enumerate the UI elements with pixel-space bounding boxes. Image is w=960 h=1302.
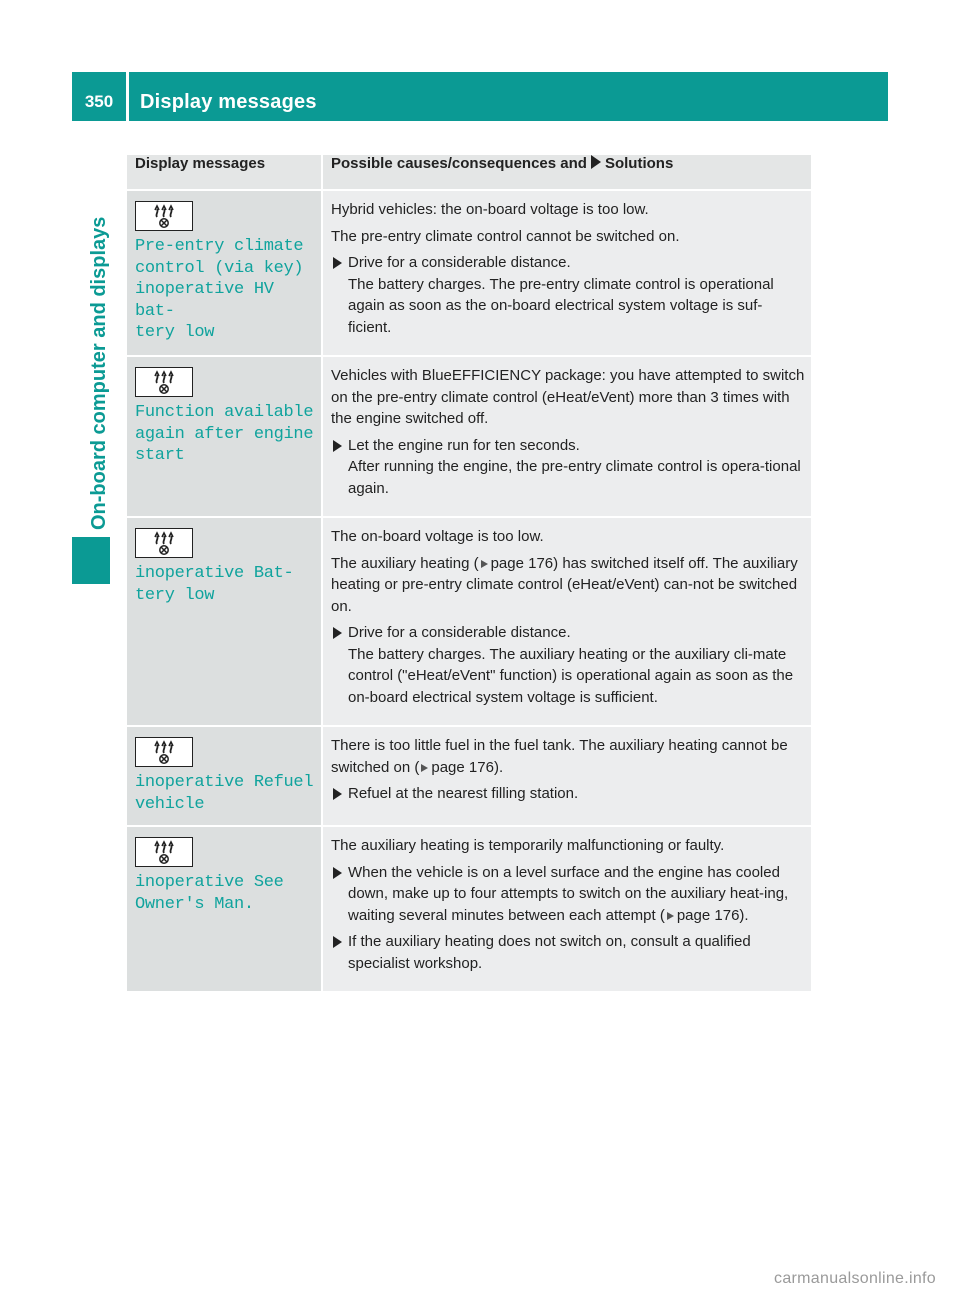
cause-text-part: ) has switched itself off. The auxiliary heating or pre-entry climate control (eHeat/eVent) can‐not be switched on.	[331, 554, 798, 615]
display-message-text: Function available again after engine start	[135, 403, 314, 465]
cause-text: Hybrid vehicles: the on-board voltage is too low.	[331, 201, 649, 218]
auxiliary-heating-icon	[135, 367, 193, 397]
step-title: If the auxiliary heating does not switch on, consult a qualified specialist workshop.	[348, 933, 751, 972]
message-cell	[127, 517, 322, 726]
solution-cell	[322, 517, 811, 726]
auxiliary-heating-icon	[135, 201, 193, 231]
page-title: Display messages	[140, 91, 317, 113]
step-title	[348, 862, 805, 927]
step-detail: The battery charges. The auxiliary heating or the auxiliary cli‐mate control ("eHeat/eVent" function) is operational again as soon as the on-board electrical system voltage is sufficient.	[348, 645, 794, 706]
display-message-text: inoperative Bat‐ tery low	[135, 564, 294, 605]
cause-text	[331, 553, 805, 618]
solution-step	[331, 622, 805, 708]
table-header-row	[127, 155, 811, 190]
col-header-solutions: Solutions	[604, 155, 674, 172]
arrow-right-icon	[591, 155, 601, 169]
header-divider	[126, 72, 129, 121]
message-cell	[127, 190, 322, 356]
page-reference-link[interactable]: page 176	[431, 758, 494, 776]
cause-text-part: ).	[493, 758, 504, 776]
solution-cell	[322, 826, 811, 992]
table-row	[127, 190, 811, 356]
page-reference-link[interactable]: page 176	[676, 906, 740, 924]
step-detail: After running the engine, the pre-entry climate control is opera‐tional again.	[348, 458, 801, 497]
solution-step	[331, 862, 805, 927]
cause-text-part: The auxiliary heating (	[331, 554, 479, 572]
cause-text: The pre-entry climate control cannot be switched on.	[331, 227, 680, 245]
display-messages-table	[127, 155, 811, 993]
message-cell	[127, 726, 322, 826]
solution-step	[331, 783, 805, 805]
display-message-text: inoperative See Owner's Man.	[135, 873, 284, 914]
cause-text: The on-board voltage is too low.	[331, 528, 544, 545]
page-ref-arrow-icon	[667, 912, 674, 920]
message-cell	[127, 356, 322, 517]
table-row	[127, 356, 811, 517]
cause-text: Vehicles with BlueEFFICIENCY package: you have attempted to switch on the pre-entry climate control (eHeat/eVent) more than 3 times with the engine switched off.	[331, 367, 805, 427]
solution-cell	[322, 356, 811, 517]
step-title: Let the engine run for ten seconds.	[348, 436, 580, 454]
solution-cell	[322, 726, 811, 826]
cause-text-part: There is too little fuel in the fuel tank. The auxiliary heating cannot be switched on (	[331, 737, 788, 776]
page-number: 350	[84, 92, 114, 111]
cause-text: The auxiliary heating is temporarily malfunctioning or faulty.	[331, 837, 725, 854]
col-header-causes-solutions	[322, 155, 811, 190]
auxiliary-heating-icon	[135, 737, 193, 767]
side-tab-block	[72, 537, 110, 584]
display-message-text: Pre-entry climate control (via key) inoperative HV bat‐ tery low	[135, 237, 304, 342]
col-header-causes: Possible causes/consequences and	[331, 155, 587, 172]
message-cell	[127, 826, 322, 992]
table-row	[127, 517, 811, 726]
solution-cell	[322, 190, 811, 356]
solution-step	[331, 435, 805, 500]
step-text-part: When the vehicle is on a level surface and the engine has cooled down, make up to four attempts to switch on the auxiliary heat‐ing, waiting several minutes between each attempt (	[348, 863, 789, 924]
page-reference-link[interactable]: page 176	[490, 554, 554, 572]
step-title: Drive for a considerable distance.	[348, 624, 571, 641]
side-tab-label: On-board computer and displays	[88, 216, 110, 530]
solution-step	[331, 252, 805, 338]
page-ref-arrow-icon	[421, 764, 428, 772]
step-title: Drive for a considerable distance.	[348, 254, 571, 271]
auxiliary-heating-icon	[135, 837, 193, 867]
auxiliary-heating-icon	[135, 528, 193, 558]
col-header-display-messages: Display messages	[127, 155, 322, 190]
solution-step	[331, 931, 805, 974]
step-text-part: ).	[739, 906, 749, 924]
table-row	[127, 826, 811, 992]
display-message-text: inoperative Refuel vehicle	[135, 773, 314, 814]
page-ref-arrow-icon	[481, 560, 488, 568]
watermark: carmanualsonline.info	[774, 1270, 936, 1287]
cause-text	[331, 735, 805, 778]
table-row	[127, 726, 811, 826]
step-detail: The battery charges. The pre-entry climate control is operational again as soon as the on-board electrical system voltage is suf‐ficient.	[348, 275, 774, 336]
step-title: Refuel at the nearest filling station.	[348, 785, 579, 802]
